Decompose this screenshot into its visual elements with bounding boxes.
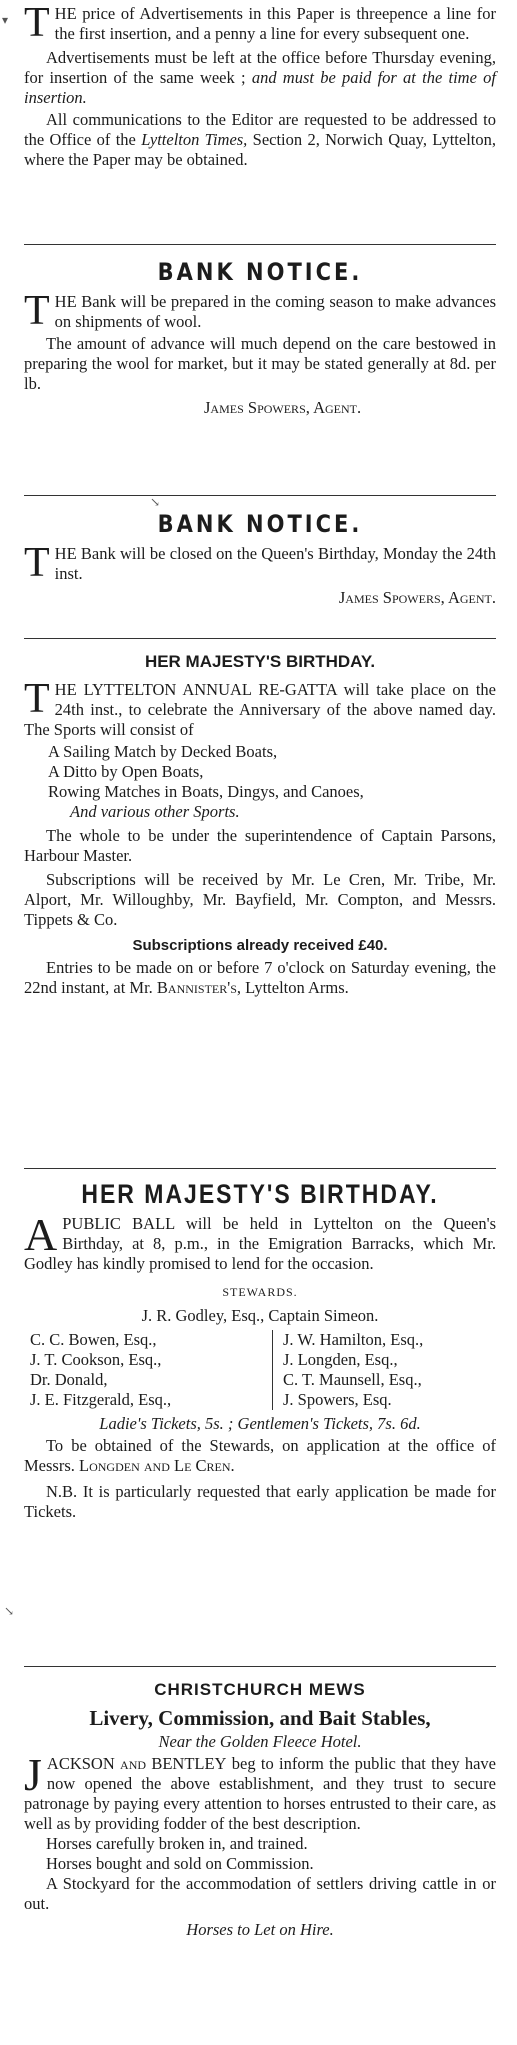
bank-notice-signature: James Spowers, Agent. xyxy=(338,588,496,607)
steward-name: J. T. Cookson, Esq., xyxy=(30,1350,162,1369)
mews-closing: Horses to Let on Hire. xyxy=(186,1920,334,1939)
mews-heading: CHRISTCHURCH MEWS xyxy=(154,1680,366,1699)
mews-line: Horses bought and sold on Commission. xyxy=(46,1854,314,1873)
mews-text: beg to inform the public that they have now opened the above establishment, and they trust to secure patronage by paying every attention to horses entrusted to their care, as well as by providing fodder of the best description. xyxy=(24,1754,497,1833)
steward-name: C. T. Maunsell, Esq., xyxy=(283,1370,422,1389)
stewards-right-column xyxy=(273,1330,423,1410)
stewards-top-line: J. R. Godley, Esq., Captain Simeon. xyxy=(141,1306,379,1325)
stewards-left-column xyxy=(24,1330,273,1410)
bank-notice-signature: James Spowers, Agent. xyxy=(204,398,362,417)
list-item-italic: And various other Sports. xyxy=(70,802,240,821)
mews-subheading: Livery, Commission, and Bait Stables, xyxy=(89,1706,431,1730)
divider-rule xyxy=(24,244,496,245)
steward-name: J. Longden, Esq., xyxy=(283,1350,398,1369)
terms-text: Advertisements must be left at the office before Thursday evening, for insertion of the same week ; xyxy=(24,48,496,87)
regatta-smallcaps: Bannister's, xyxy=(156,978,242,997)
list-item: A Sailing Match by Decked Boats, xyxy=(48,742,278,761)
regatta-paragraph-4 xyxy=(24,958,496,998)
terms-text: All communications to the Editor are requested to be addressed to the Office of the xyxy=(24,110,496,149)
terms-text: Section 2, Norwich Quay, Lyttelton, where the Paper may be obtained. xyxy=(24,130,497,169)
margin-mark: ↘ xyxy=(4,1604,15,1618)
mews-line: Horses carefully broken in, and trained. xyxy=(46,1834,308,1853)
regatta-paragraph-1 xyxy=(24,676,496,740)
ball-text: To be obtained of the Stewards, on application at the office of Messrs. xyxy=(24,1436,496,1475)
drop-cap: T xyxy=(24,288,50,334)
bank-notice-paragraph-1 xyxy=(24,540,496,586)
mews-smallcaps: ACKSON and BENTLEY xyxy=(46,1754,227,1773)
list-item: Rowing Matches in Boats, Dingys, and Canoes, xyxy=(48,782,364,801)
advertising-terms xyxy=(24,0,497,170)
drop-cap: T xyxy=(24,540,50,586)
ball-text: PUBLIC BALL will be held in Lyttelton on the Queen's Birthday, at 8, p.m., in the Emigration Barracks, which Mr. Godley has kindly promised to lend for the occasion. xyxy=(24,1214,496,1273)
terms-paragraph-1 xyxy=(24,0,496,46)
bank-notice-paragraph-1 xyxy=(24,288,496,334)
regatta-text: Lyttelton Arms. xyxy=(245,978,349,997)
ball-paragraph-3: N.B. It is particularly requested that early application be made for Tickets. xyxy=(24,1482,496,1521)
regatta-paragraph-3: Subscriptions will be received by Mr. Le Cren, Mr. Tribe, Mr. Alport, Mr. Willoughby, Mr. Bayfield, Mr. Compton, and Messrs. Tippets & Co. xyxy=(24,870,496,929)
steward-name: J. W. Hamilton, Esq., xyxy=(283,1330,424,1349)
bank-notice-text: HE Bank will be closed on the Queen's Birthday, Monday the 24th inst. xyxy=(54,544,496,583)
christchurch-mews-notice xyxy=(24,1680,496,1940)
divider-rule xyxy=(24,1666,496,1667)
bank-notice-2 xyxy=(24,510,496,608)
bank-notice-text: HE Bank will be prepared in the coming season to make advances on shipments of wool. xyxy=(54,292,496,331)
bank-notice-1 xyxy=(24,258,496,418)
divider-rule xyxy=(24,638,496,639)
steward-name: J. Spowers, Esq. xyxy=(283,1390,392,1409)
bank-notice-paragraph-2: The amount of advance will much depend on the care bestowed in preparing the wool for market, but it may be stated generally at 8d. per lb. xyxy=(24,334,496,393)
ball-smallcaps: Longden and Le Cren. xyxy=(79,1456,235,1475)
drop-cap: T xyxy=(24,676,50,722)
drop-cap: T xyxy=(24,0,50,46)
drop-cap: A xyxy=(24,1209,58,1260)
ball-paragraph-1 xyxy=(24,1209,496,1274)
regatta-notice xyxy=(24,652,496,998)
mews-line: A Stockyard for the accommodation of settlers driving cattle in or out. xyxy=(24,1874,496,1913)
drop-cap: J xyxy=(24,1749,42,1800)
ball-heading: HER MAJESTY'S BIRTHDAY. xyxy=(81,1179,439,1209)
regatta-heading: HER MAJESTY'S BIRTHDAY. xyxy=(144,652,376,671)
stewards-list xyxy=(24,1330,496,1410)
steward-name: Dr. Donald, xyxy=(30,1370,108,1389)
bank-notice-heading: BANK NOTICE. xyxy=(157,510,363,538)
terms-paragraph-2 xyxy=(24,48,496,108)
steward-name: J. E. Fitzgerald, Esq., xyxy=(30,1390,172,1409)
mews-location: Near the Golden Fleece Hotel. xyxy=(158,1732,362,1751)
list-item: A Ditto by Open Boats, xyxy=(48,762,204,781)
regatta-sports-list xyxy=(24,742,496,822)
ball-paragraph-2 xyxy=(24,1436,496,1476)
regatta-text: Entries to be made on or before 7 o'clock on Saturday evening, the 22nd instant, at Mr. xyxy=(24,958,496,997)
ball-notice xyxy=(24,1179,496,1522)
terms-italic: and must be paid for at the time of insertion. xyxy=(24,68,496,107)
regatta-text: HE LYTTELTON ANNUAL RE-GATTA will take place on the 24th inst., to celebrate the Anniversary of the above named day. The Sports will consist of xyxy=(24,680,496,739)
margin-mark: ↘ xyxy=(150,495,161,509)
bank-notice-heading: BANK NOTICE. xyxy=(157,258,363,286)
divider-rule xyxy=(24,495,496,496)
ticket-prices: Ladie's Tickets, 5s. ; Gentlemen's Tickets, 7s. 6d. xyxy=(99,1414,421,1433)
mews-paragraph-1 xyxy=(24,1749,497,1834)
margin-mark: ▾ xyxy=(2,13,9,27)
terms-italic: Lyttelton Times, xyxy=(141,130,248,149)
stewards-label: STEWARDS. xyxy=(222,1285,298,1299)
terms-paragraph-3 xyxy=(24,110,496,170)
terms-text: HE price of Advertisements in this Paper is threepence a line for the first insertion, and a penny a line for every subsequent one. xyxy=(54,4,496,43)
subscriptions-received: Subscriptions already received £40. xyxy=(132,937,388,954)
divider-rule xyxy=(24,1168,496,1169)
regatta-paragraph-2: The whole to be under the superintendence of Captain Parsons, Harbour Master. xyxy=(24,826,496,865)
steward-name: C. C. Bowen, Esq., xyxy=(30,1330,157,1349)
